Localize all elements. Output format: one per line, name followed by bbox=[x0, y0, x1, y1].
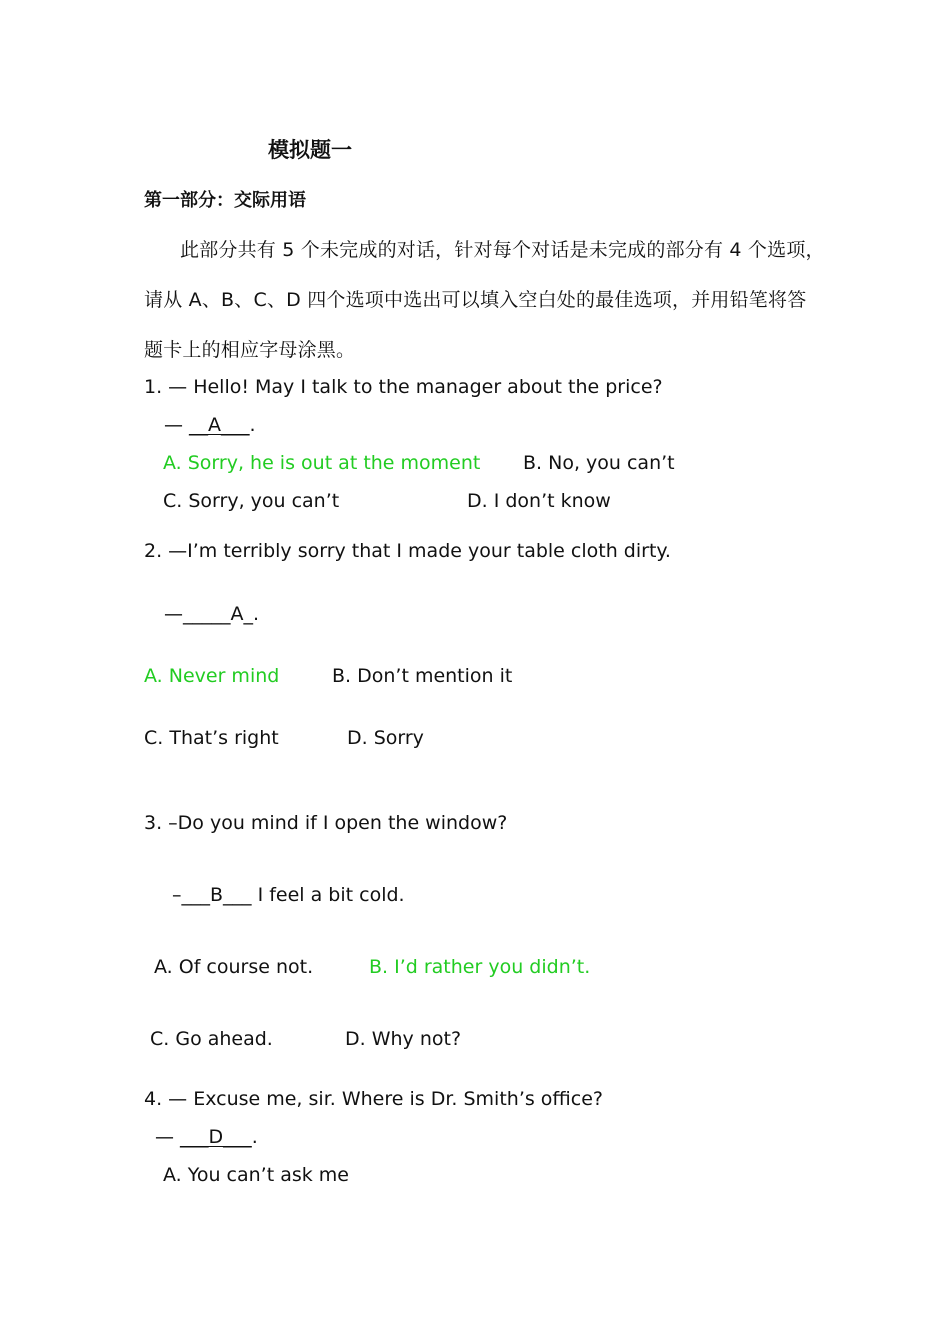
question-3-answer-blank: ___B___ bbox=[181, 884, 252, 906]
question-4-answer-blank: ___D___ bbox=[180, 1126, 252, 1148]
question-3-prompt: 3. –Do you mind if I open the window? bbox=[144, 812, 508, 834]
question-3-option-c: C. Go ahead. bbox=[150, 1028, 273, 1050]
question-3-option-d: D. Why not? bbox=[345, 1028, 462, 1050]
question-3-option-a: A. Of course not. bbox=[154, 956, 314, 978]
page-title: 模拟题一 bbox=[268, 138, 352, 162]
question-1-answer-blank: __A___ bbox=[189, 414, 250, 436]
question-4-prompt: 4. — Excuse me, sir. Where is Dr. Smith’s office? bbox=[144, 1088, 604, 1110]
reply-end: . bbox=[253, 603, 260, 625]
question-1-option-d: D. I don’t know bbox=[467, 490, 611, 512]
reply-end: . bbox=[249, 414, 256, 436]
question-2-option-b: B. Don’t mention it bbox=[332, 665, 513, 687]
question-1-prompt: 1. — Hello! May I talk to the manager about the price? bbox=[144, 376, 663, 398]
section-heading: 第一部分：交际用语 bbox=[144, 190, 306, 211]
reply-dash: — bbox=[155, 1126, 181, 1148]
question-2-reply bbox=[164, 602, 259, 626]
instructions-line-3: 题卡上的相应字母涂黑。 bbox=[144, 339, 356, 361]
instructions-line-1: 此部分共有 5 个未完成的对话，针对每个对话是未完成的部分有 4 个选项， bbox=[180, 239, 825, 261]
question-1-reply bbox=[164, 413, 256, 437]
question-1-option-a: A. Sorry, he is out at the moment bbox=[163, 452, 481, 474]
question-4-option-a: A. You can’t ask me bbox=[163, 1164, 349, 1186]
question-2-option-c: C. That’s right bbox=[144, 727, 279, 749]
question-1-option-b: B. No, you can’t bbox=[523, 452, 675, 474]
reply-dash: – bbox=[172, 884, 182, 906]
question-2-answer-blank: _____A_ bbox=[183, 603, 253, 625]
reply-end: I feel a bit cold. bbox=[251, 884, 405, 906]
reply-end: . bbox=[251, 1126, 258, 1148]
question-3-option-b: B. I’d rather you didn’t. bbox=[369, 956, 591, 978]
question-2-option-a: A. Never mind bbox=[144, 665, 280, 687]
reply-dash: — bbox=[164, 414, 190, 436]
question-1-option-c: C. Sorry, you can’t bbox=[163, 490, 340, 512]
question-3-reply bbox=[172, 883, 405, 907]
instructions-line-2: 请从 A、B、C、D 四个选项中选出可以填入空白处的最佳选项，并用铅笔将答 bbox=[144, 289, 807, 311]
question-4-reply bbox=[155, 1125, 258, 1149]
question-2-prompt: 2. —I’m terribly sorry that I made your table cloth dirty. bbox=[144, 540, 671, 562]
reply-dash: — bbox=[164, 603, 183, 625]
question-2-option-d: D. Sorry bbox=[347, 727, 424, 749]
